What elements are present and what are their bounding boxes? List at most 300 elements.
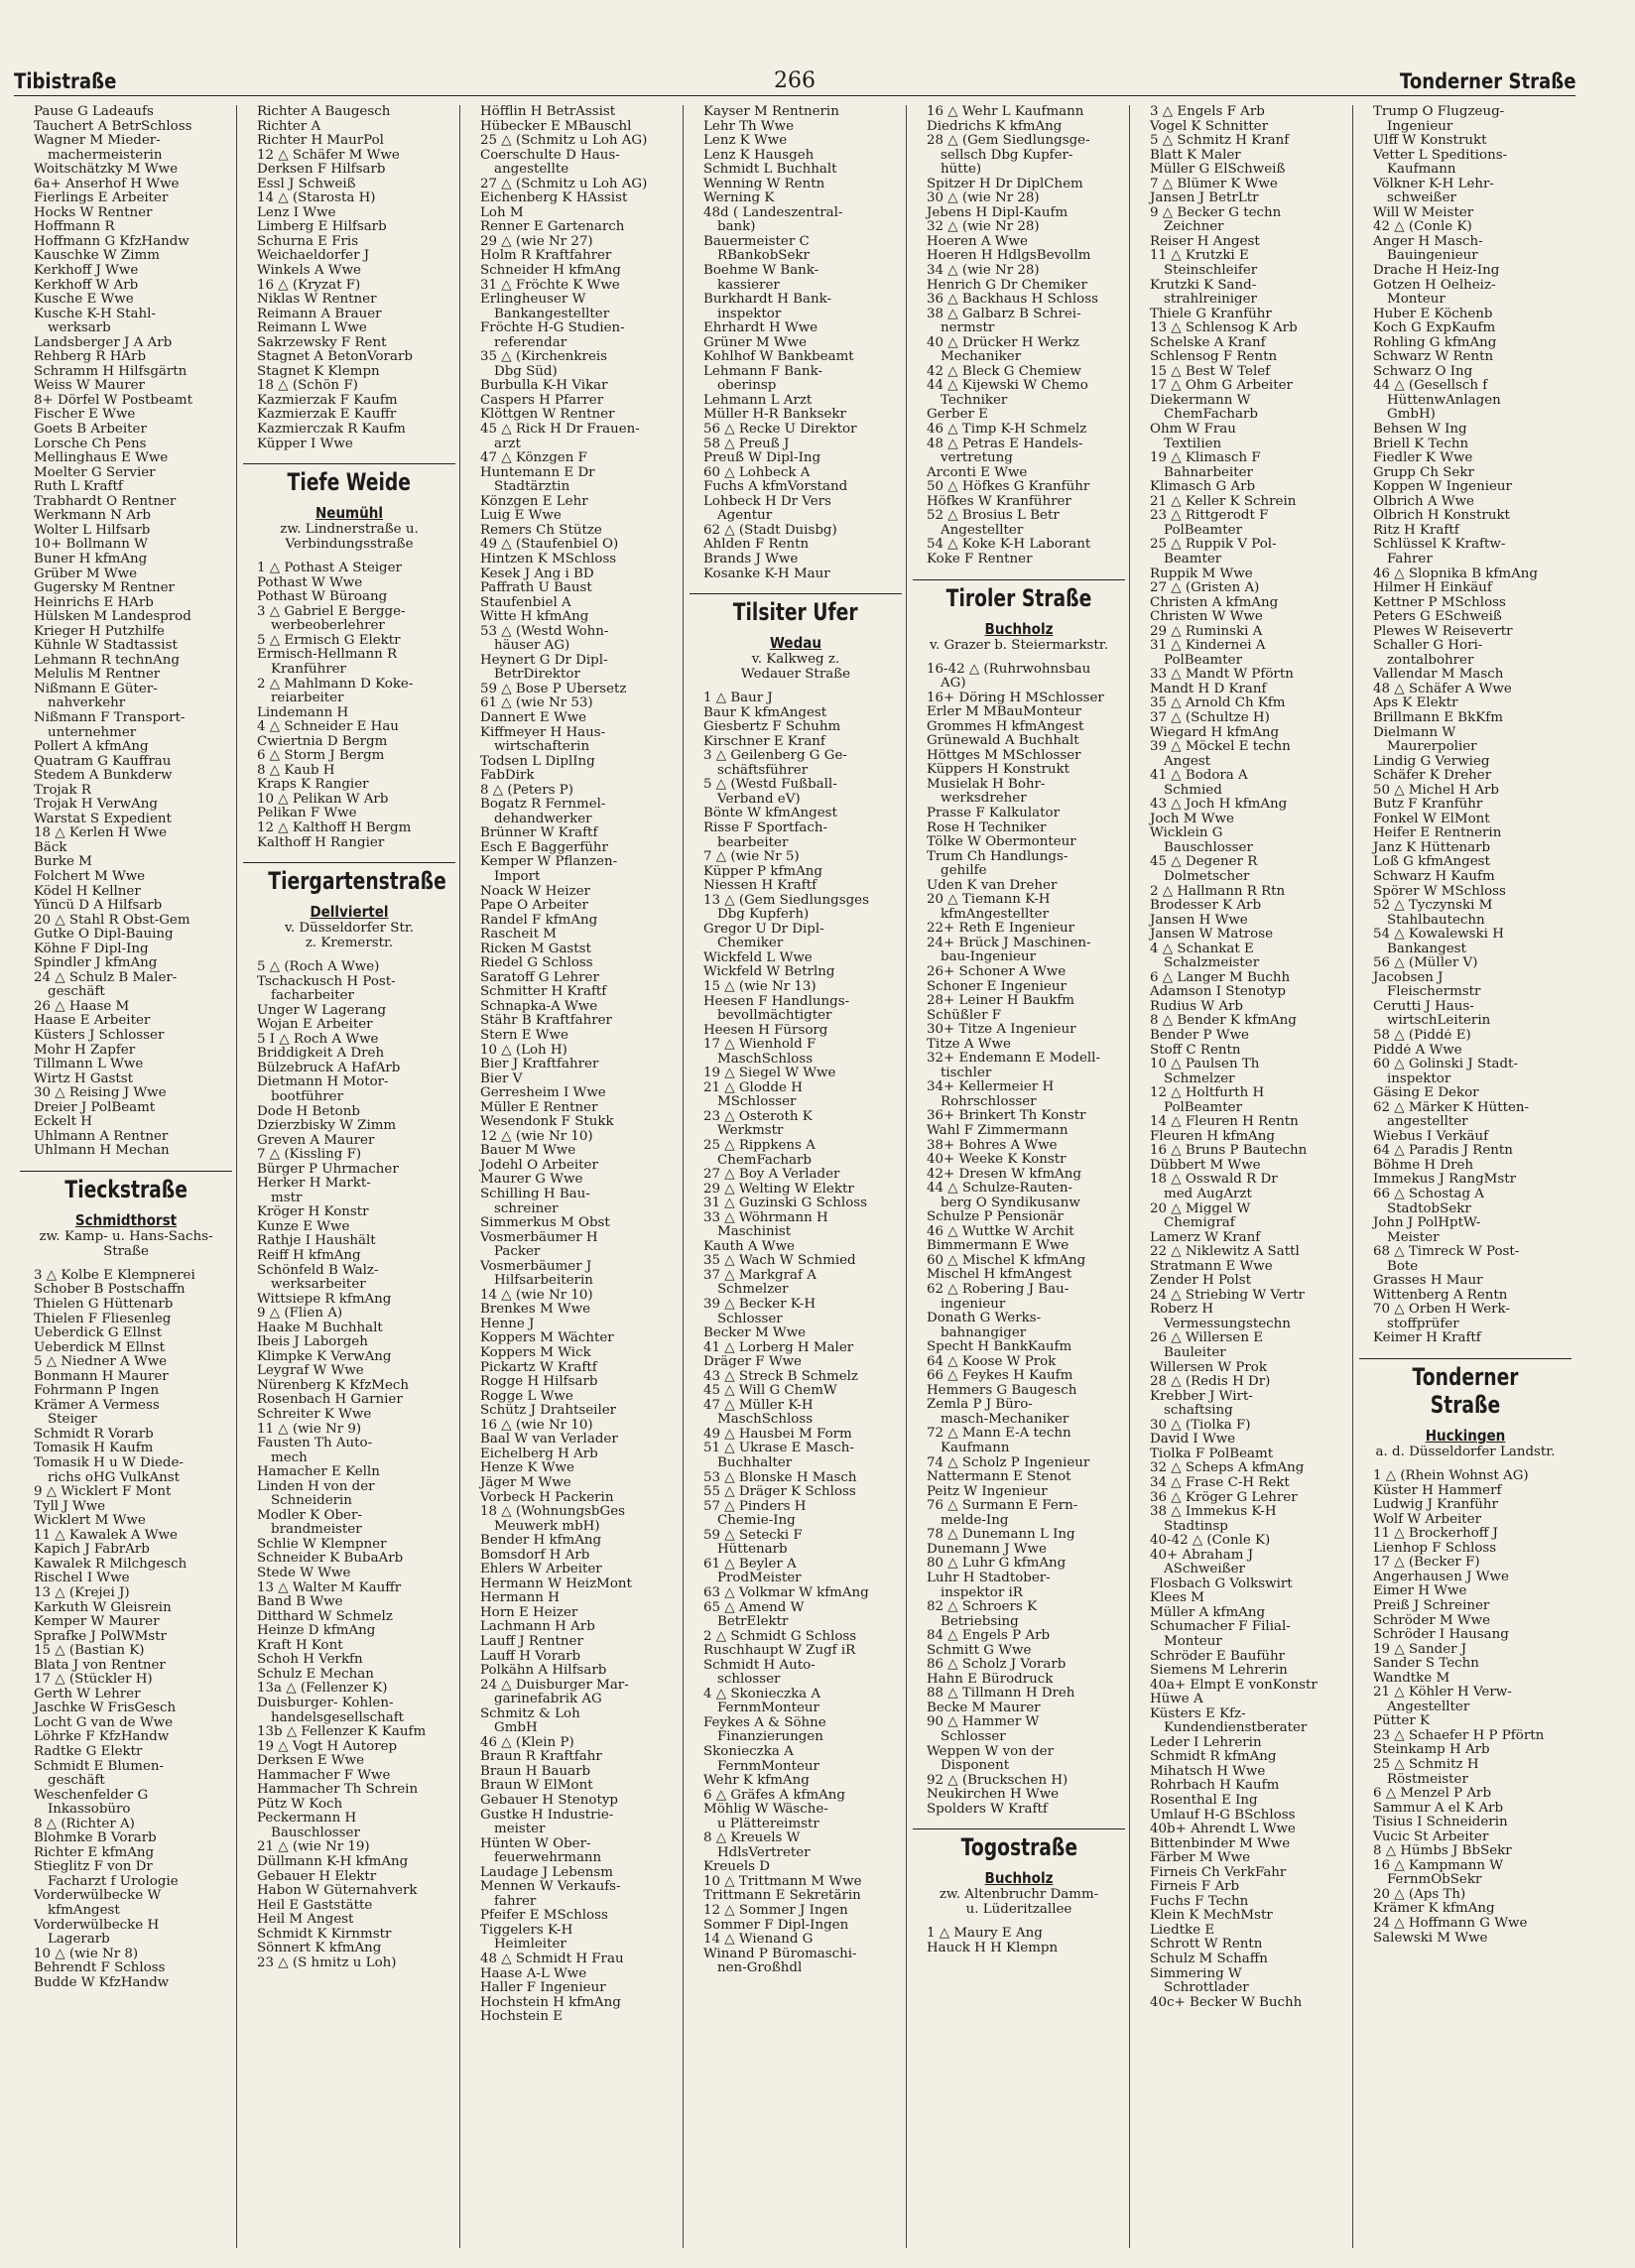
resident-entry: Simmering W <box>1150 1966 1242 1981</box>
resident-entry: Locht G van de Wwe <box>34 1715 174 1730</box>
resident-entry: arzt <box>494 437 521 451</box>
resident-entry: Kraps K Rangier <box>257 778 369 793</box>
resident-entry: 32+ Endemann E Modell- <box>927 1052 1100 1067</box>
resident-entry: 35 △ (Kirchenkreis <box>480 350 608 365</box>
resident-entry: Vosmerbäumer J <box>480 1259 592 1274</box>
resident-entry: Pelikan F Wwe <box>257 807 357 821</box>
resident-entry: Nißmann F Transport- <box>34 710 186 725</box>
resident-entry: Krutzki K Sand- <box>1150 278 1257 293</box>
resident-entry: Esch E Baggerführ <box>480 840 608 855</box>
resident-entry: Meister <box>1387 1230 1440 1245</box>
resident-entry: Schulz M Schaffn <box>1150 1953 1268 1966</box>
resident-entry: ASchweißer <box>1164 1563 1245 1577</box>
resident-entry: Schneiderin <box>271 1494 352 1509</box>
resident-entry: 13b △ Fellenzer K Kaufm <box>257 1725 427 1740</box>
resident-entry: Schmidt K Kirnmstr <box>257 1927 392 1942</box>
resident-entry: Lienhop F Schloss <box>1373 1541 1497 1556</box>
resident-entry: Blohmke B Vorarb <box>34 1831 157 1846</box>
resident-entry: Melulis M Rentner <box>34 668 161 683</box>
resident-entry: Brenkes M Wwe <box>480 1303 591 1318</box>
resident-entry: Lenz K Hausgeh <box>703 148 815 163</box>
resident-entry: 27 △ (Schmitz u Loh AG) <box>480 177 648 191</box>
resident-entry: 9 △ Wicklert F Mont <box>34 1485 172 1500</box>
resident-entry: Steiger <box>48 1413 97 1428</box>
resident-entry: 41 △ Lorberg H Maler <box>703 1340 854 1355</box>
resident-entry: Bahnarbeiter <box>1164 465 1253 480</box>
resident-entry: Braun R Kraftfahr <box>480 1750 602 1765</box>
resident-entry: Weiss W Maurer <box>34 379 145 394</box>
resident-entry: 27 △ (Gristen A) <box>1150 581 1260 596</box>
resident-entry: Kesek J Ang i BD <box>480 567 594 581</box>
resident-entry: Schneider H kfmAng <box>480 264 621 279</box>
resident-entry: 6 △ Storm J Bergm <box>257 749 385 764</box>
resident-entry: 70 △ Orben H Werk- <box>1373 1303 1510 1318</box>
resident-entry: Cwiertnia D Bergm <box>257 734 388 749</box>
resident-entry: 30 △ (Tiolka F) <box>1150 1418 1251 1433</box>
resident-entry: Haake M Buchhalt <box>257 1321 383 1335</box>
resident-entry: Skonieczka A <box>703 1744 794 1759</box>
resident-entry: Textilien <box>1164 437 1222 451</box>
resident-entry: 28 △ (Gem Siedlungsge- <box>927 134 1090 149</box>
resident-entry: RBankobSekr <box>717 249 810 264</box>
resident-entry: Weppen W von der <box>927 1744 1054 1759</box>
resident-entry: Stagnet K Klempn <box>257 364 380 379</box>
resident-entry: Küsters E Kfz- <box>1150 1706 1246 1721</box>
resident-entry: Wittsiepe R kfmAng <box>257 1292 392 1307</box>
resident-entry: Schlie W Klempner <box>257 1537 387 1552</box>
resident-entry: Niklas W Rentner <box>257 293 377 308</box>
resident-entry: schaftsing <box>1164 1404 1233 1419</box>
resident-entry: Finanzierungen <box>717 1730 823 1745</box>
resident-entry: 63 △ Volkmar W kfmAng <box>703 1585 869 1600</box>
resident-entry: Immekus J RangMstr <box>1373 1173 1517 1188</box>
resident-entry: Höttges M MSchlosser <box>927 748 1081 763</box>
resident-entry: 6a+ Anserhof H Wwe <box>34 177 180 191</box>
resident-entry: Schramm H Hilfsgärtn <box>34 364 188 379</box>
resident-entry: 19 △ Klimasch F <box>1150 451 1261 466</box>
resident-entry: Fahrer <box>1387 552 1433 567</box>
resident-entry: Vucic St Arbeiter <box>1373 1829 1489 1844</box>
resident-entry: 36 △ Kröger G Lehrer <box>1150 1490 1298 1505</box>
resident-entry: Schmidt L Buchhalt <box>703 163 837 178</box>
resident-entry: Sammur A el K Arb <box>1373 1801 1504 1816</box>
resident-entry: 68 △ Timreck W Post- <box>1373 1245 1520 1260</box>
resident-entry: 21 △ (wie Nr 19) <box>257 1840 370 1855</box>
resident-entry: Rischel I Wwe <box>34 1572 130 1586</box>
resident-entry: Paffrath U Baust <box>480 581 592 596</box>
resident-entry: Henne J <box>480 1317 535 1331</box>
resident-entry: Uden K van Dreher <box>927 878 1058 893</box>
street-heading <box>913 579 1125 653</box>
resident-entry: schlosser <box>717 1673 781 1688</box>
resident-entry: Kühnle W Stadtassist <box>34 639 178 654</box>
resident-entry: 56 △ (Müller V) <box>1373 956 1478 971</box>
header-street-first: Tibistraße <box>14 69 117 93</box>
resident-entry: Höfflin H BetrAssist <box>480 105 616 119</box>
resident-entry: Beamter <box>1164 552 1222 567</box>
resident-entry: Fuchs A kfmVorstand <box>703 480 848 495</box>
resident-entry: kassierer <box>717 278 780 293</box>
resident-entry: 48 △ Schmidt H Frau <box>480 1953 624 1966</box>
resident-entry: Richter H MaurPol <box>257 134 384 149</box>
resident-entry: 17 △ (Becker F) <box>1373 1556 1480 1571</box>
directory-column <box>1129 105 1352 2248</box>
resident-entry: Wahl F Zimmermann <box>927 1124 1069 1138</box>
resident-entry: Vogel K Schnitter <box>1150 119 1269 134</box>
resident-entry: Luig E Wwe <box>480 509 562 524</box>
resident-entry: 35 △ Arnold Ch Kfm <box>1150 696 1286 711</box>
resident-entry: Hilmer H Einkäuf <box>1373 581 1492 596</box>
resident-entry: Schulz E Mechan <box>257 1667 374 1682</box>
resident-entry: 42 △ Bleck G Chemiew <box>927 364 1081 379</box>
resident-entry: BetrElektr <box>717 1615 789 1630</box>
resident-entry: Christen W Wwe <box>1150 610 1263 625</box>
resident-entry: 59 △ Setecki F <box>703 1528 803 1543</box>
resident-entry: 21 △ Glodde H <box>703 1080 803 1095</box>
resident-entry: mech <box>271 1450 308 1465</box>
resident-entry: Pollert A kfmAng <box>34 740 149 755</box>
resident-entry: Ingenieur <box>1387 119 1453 134</box>
resident-entry: nen-Großhdl <box>717 1961 803 1976</box>
resident-entry: 28+ Leiner H Baukfm <box>927 994 1074 1009</box>
resident-entry: 31 △ Guzinski G Schloss <box>703 1197 867 1211</box>
resident-entry: 8 △ Hümbs J BbSekr <box>1373 1844 1512 1859</box>
resident-entry: gehilfe <box>941 864 987 879</box>
resident-entry: 11 △ Kawalek A Wwe <box>34 1528 178 1543</box>
street-extent-note: zw. Kamp- u. Hans-Sachs- <box>39 1228 213 1244</box>
resident-entry: Fierlings E Arbeiter <box>34 191 169 206</box>
directory-column <box>906 105 1129 2248</box>
resident-entry: Schurna E Fris <box>257 234 359 249</box>
resident-entry: Facharzt f Urologie <box>48 1874 179 1889</box>
resident-entry: Pothast W Büroang <box>257 590 388 605</box>
resident-entry: Ruppik M Wwe <box>1150 567 1253 581</box>
street-extent-note: Straße <box>103 1243 149 1259</box>
resident-entry: 42+ Dresen W kfmAng <box>927 1167 1081 1182</box>
resident-entry: Will W Meister <box>1373 205 1474 220</box>
resident-entry: referendar <box>494 335 567 350</box>
resident-entry: Grünewald A Buchhalt <box>927 734 1079 749</box>
resident-entry: Henrich G Dr Chemiker <box>927 278 1087 293</box>
resident-entry: masch-Mechaniker <box>941 1412 1069 1427</box>
resident-entry: Weschenfelder G <box>34 1788 149 1803</box>
resident-entry: Schäfer K Dreher <box>1373 769 1492 784</box>
resident-entry: Kusche E Wwe <box>34 293 134 308</box>
resident-entry: 38+ Bohres A Wwe <box>927 1138 1058 1153</box>
resident-entry: Koppen W Ingenieur <box>1373 480 1512 495</box>
resident-entry: 46 △ Wuttke W Archit <box>927 1224 1074 1239</box>
resident-entry: Hocks W Rentner <box>34 205 153 220</box>
resident-entry: 49 △ (Staufenbiel O) <box>480 538 619 553</box>
resident-entry: geschäft <box>48 1774 105 1789</box>
resident-entry: Fiedler K Wwe <box>1373 451 1473 466</box>
resident-entry: 45 △ Degener R <box>1150 855 1258 870</box>
resident-entry: Heinze D kfmAng <box>257 1624 376 1639</box>
resident-entry: Behsen W Ing <box>1373 423 1467 438</box>
resident-entry: 3 △ Geilenberg G Ge- <box>703 749 847 764</box>
resident-entry: Kazmierzak E Kauffr <box>257 408 397 423</box>
resident-entry: schäftsführer <box>717 763 809 778</box>
resident-entry: Grüber M Wwe <box>34 567 137 581</box>
resident-entry: 47 △ Müller K-H <box>703 1398 814 1413</box>
resident-entry: Chemiker <box>717 937 784 951</box>
resident-entry: Wittenberg A Rentn <box>1373 1288 1508 1303</box>
resident-entry: Holm R Kraftfahrer <box>480 249 612 264</box>
resident-entry: 88 △ Tillmann H Dreh <box>927 1687 1075 1701</box>
resident-entry: 40c+ Becker W Buchh <box>1150 1995 1303 2010</box>
resident-entry: 16 △ (Kryzat F) <box>257 278 361 293</box>
resident-entry: Krebber J Wirt- <box>1150 1389 1253 1404</box>
resident-entry: Mohr H Zapfer <box>34 1043 136 1058</box>
resident-entry: Röstmeister <box>1387 1772 1468 1787</box>
resident-entry: Heil E Gaststätte <box>257 1898 373 1913</box>
resident-entry: 8 △ (Peters P) <box>480 783 573 798</box>
resident-entry: Bauer M Wwe <box>480 1144 576 1159</box>
resident-entry: Kerkhoff W Arb <box>34 278 139 293</box>
resident-entry: Ulff W Konstrukt <box>1373 134 1487 149</box>
resident-entry: Briell K Techn <box>1373 437 1469 451</box>
resident-entry: 17 △ Wienhold F <box>703 1038 817 1053</box>
resident-entry: Schröder I Hausang <box>1373 1628 1509 1643</box>
header-street-last: Tonderner Straße <box>1399 69 1575 93</box>
resident-entry: Titze A Wwe <box>927 1037 1011 1052</box>
resident-entry: Ibeis J Laborgeh <box>257 1335 368 1350</box>
resident-entry: Caspers H Pfarrer <box>480 393 604 408</box>
resident-entry: Jacobsen J <box>1373 970 1444 985</box>
resident-entry: Betriebsing <box>941 1614 1019 1629</box>
resident-entry: 74 △ Scholz P Ingenieur <box>927 1455 1090 1470</box>
resident-entry: Stern E Wwe <box>480 1029 568 1043</box>
street-name: Tiefe Weide <box>287 468 412 497</box>
resident-entry: 4 △ Schankat E <box>1150 942 1254 956</box>
street-extent-note: zw. Lindnerstraße u. <box>280 522 419 538</box>
resident-entry: Wolter L Hilfsarb <box>34 523 151 538</box>
resident-entry: Mechaniker <box>941 350 1022 365</box>
resident-entry: Haase E Arbeiter <box>34 1014 151 1029</box>
resident-entry: BetrDirektor <box>494 668 580 683</box>
resident-entry: Eckelt H <box>34 1115 92 1130</box>
resident-entry: 38 △ Immekus K-H <box>1150 1505 1277 1520</box>
resident-entry: Witte H kfmAng <box>480 610 589 625</box>
resident-entry: Haller F Ingenieur <box>480 1981 606 1996</box>
resident-entry: 48 △ Petras E Handels- <box>927 437 1083 451</box>
resident-entry: Fleuren H kfmAng <box>1150 1129 1275 1144</box>
directory-column <box>683 105 906 2248</box>
resident-entry: Koke F Rentner <box>927 552 1033 567</box>
resident-entry: 51 △ Ukrase E Masch- <box>703 1442 854 1456</box>
street-extent-note: v. Kalkweg z. <box>751 652 840 668</box>
resident-entry: Sakrzewsky F Rent <box>257 335 387 350</box>
resident-entry: Adamson I Stenotyp <box>1150 985 1286 1000</box>
resident-entry: Schlosser <box>941 1729 1006 1744</box>
resident-entry: Loß G kfmAngest <box>1373 855 1490 870</box>
resident-entry: Vosmerbäumer H <box>480 1230 598 1245</box>
street-name: Tonderner Straße <box>1412 1363 1519 1420</box>
resident-entry: Rohling G kfmAng <box>1373 335 1497 350</box>
resident-entry: Eichelberg H Arb <box>480 1447 598 1461</box>
resident-entry: MSchlosser <box>717 1095 797 1110</box>
resident-entry: Anger H Masch- <box>1373 234 1483 249</box>
resident-entry: Dräger F Wwe <box>703 1355 802 1370</box>
resident-entry: Wesendonk F Stukk <box>480 1115 614 1130</box>
resident-entry: 19 △ Vogt H Autorep <box>257 1739 398 1754</box>
resident-entry: Hilfsarbeiterin <box>494 1274 593 1289</box>
resident-entry: Heifer E Rentnerin <box>1373 826 1502 841</box>
resident-entry: 10 △ Paulsen Th <box>1150 1058 1260 1072</box>
resident-entry: HdlsVertreter <box>717 1845 811 1860</box>
resident-entry: 52 △ Brosius L Betr <box>927 509 1060 524</box>
resident-entry: Schröder M Wwe <box>1373 1613 1491 1628</box>
resident-entry: Schmelzer <box>1164 1071 1235 1086</box>
resident-entry: Nißmann E Güter- <box>34 682 158 696</box>
resident-entry: Risse F Sportfach- <box>703 820 828 835</box>
resident-entry: 22 △ Niklewitz A Sattl <box>1150 1245 1300 1260</box>
resident-entry: Bäck <box>34 840 67 855</box>
resident-entry: Dolmetscher <box>1164 869 1250 884</box>
resident-entry: Laudage J Lebensm <box>480 1865 613 1880</box>
resident-entry: Schmidt R kfmAng <box>1150 1750 1277 1765</box>
resident-entry: 3 △ Engels F Arb <box>1150 105 1265 119</box>
resident-entry: Eichenberg K HAssist <box>480 191 628 206</box>
resident-entry: Trump O Flugzeug- <box>1373 105 1505 119</box>
street-heading <box>913 1828 1125 1917</box>
street-heading <box>20 1171 232 1259</box>
resident-entry: Könzgen E Lehr <box>480 494 588 509</box>
resident-entry: 16 △ Bruns P Bautechn <box>1150 1144 1308 1159</box>
resident-entry: John J PolHptW- <box>1373 1216 1481 1231</box>
resident-entry: Pickartz W Kraftf <box>480 1360 597 1375</box>
resident-entry: handelsgesellschaft <box>271 1710 405 1725</box>
resident-entry: 13 △ (Krejei J) <box>34 1585 130 1600</box>
resident-entry: Schwarz O Ing <box>1373 364 1473 379</box>
resident-entry: 2 △ Mahlmann D Koke- <box>257 677 414 692</box>
resident-entry: Mihatsch H Wwe <box>1150 1764 1266 1779</box>
resident-entry: Stahlbautechn <box>1387 913 1485 928</box>
resident-entry: Weichaeldorfer J <box>257 249 370 264</box>
resident-entry: Bönte W kfmAngest <box>703 807 837 821</box>
resident-entry: Lenz K Wwe <box>703 134 788 149</box>
resident-entry: Bauschlosser <box>271 1826 360 1840</box>
resident-entry: kfmAngest <box>48 1903 120 1918</box>
resident-entry: 20 △ Miggel W <box>1150 1201 1251 1216</box>
resident-entry: Burke M <box>34 855 92 870</box>
resident-entry: 36+ Brinkert Th Konstr <box>927 1109 1086 1124</box>
resident-entry: Budde W KfzHandw <box>34 1975 170 1990</box>
resident-entry: Rogge H Hilfsarb <box>480 1375 598 1390</box>
resident-entry: Sprafke J PolWMstr <box>34 1629 167 1644</box>
resident-entry: Pothast W Wwe <box>257 575 363 590</box>
resident-entry: Huntemann E Dr <box>480 465 595 480</box>
resident-entry: bootführer <box>271 1089 344 1104</box>
resident-entry: 38 △ Galbarz B Schrei- <box>927 307 1081 321</box>
resident-entry: Gotzen H Oelheiz- <box>1373 278 1496 293</box>
resident-entry: 10 △ Pelikan W Arb <box>257 792 389 807</box>
resident-entry: Kaufmann <box>1387 163 1456 178</box>
resident-entry: Hünten W Ober- <box>480 1836 591 1851</box>
resident-entry: Wagner M Mieder- <box>34 134 161 149</box>
resident-entry: Mennen W Verkaufs- <box>480 1880 621 1895</box>
resident-entry: Stoff C Rentn <box>1150 1043 1241 1058</box>
resident-entry: Firneis F Arb <box>1150 1880 1240 1895</box>
resident-entry: Bender P Wwe <box>1150 1029 1249 1043</box>
resident-entry: 29 △ (wie Nr 27) <box>480 234 593 249</box>
resident-entry: Wirtz H Gastst <box>34 1071 134 1086</box>
resident-entry: Koch G ExpKaufm <box>1373 321 1496 336</box>
resident-entry: Maschinist <box>717 1225 792 1240</box>
resident-entry: Jansen J BetrLtr <box>1150 191 1259 206</box>
resident-entry: 7 △ (wie Nr 5) <box>703 850 800 865</box>
resident-entry: Bauschlosser <box>1164 840 1253 855</box>
resident-entry: Richter A Baugesch <box>257 105 391 119</box>
resident-entry: 72 △ Mann E-A techn <box>927 1427 1071 1442</box>
resident-entry: Wicklein G <box>1150 826 1223 841</box>
resident-entry: Tölke W Obermonteur <box>927 835 1076 850</box>
resident-entry: Tiggelers K-H <box>480 1923 573 1938</box>
resident-entry: 24 △ Duisburger Mar- <box>480 1678 629 1693</box>
resident-entry: Bülzebruck A HafArb <box>257 1061 401 1075</box>
resident-entry: 13 △ Schlensog K Arb <box>1150 321 1298 336</box>
resident-entry: Packer <box>494 1245 541 1260</box>
resident-entry: hütte) <box>941 163 982 178</box>
resident-entry: Bender H kfmAng <box>480 1534 602 1549</box>
resident-entry: Jaschke W FrisGesch <box>34 1701 177 1716</box>
resident-entry: Staufenbiel A <box>480 595 571 610</box>
resident-entry: Werning K <box>703 191 775 206</box>
resident-entry: Spörer W MSchloss <box>1373 884 1506 899</box>
resident-entry: 8 △ Kreuels W <box>703 1831 801 1846</box>
resident-entry: Heesen H Fürsorg <box>703 1023 828 1038</box>
resident-entry: garinefabrik AG <box>494 1693 602 1707</box>
resident-entry: tischler <box>941 1066 992 1080</box>
resident-entry: 18 △ Osswald R Dr <box>1150 1173 1278 1188</box>
resident-entry: Reimann L Wwe <box>257 321 367 336</box>
resident-entry: Kemper W Maurer <box>34 1615 160 1630</box>
resident-entry: Stratmann E Wwe <box>1150 1259 1273 1274</box>
resident-entry: Peckermann H <box>257 1812 357 1827</box>
resident-entry: Lehmann F Bank- <box>703 364 823 379</box>
resident-entry: Schrott W Rentn <box>1150 1938 1263 1953</box>
resident-entry: Küppers H Konstrukt <box>927 763 1069 778</box>
resident-entry: 53 △ (Westd Wohn- <box>480 624 609 639</box>
resident-entry: Bomsdorf H Arb <box>480 1548 590 1563</box>
resident-entry: 43 △ Joch H kfmAng <box>1150 798 1288 813</box>
resident-entry: 33 △ Mandt W Pförtn <box>1150 668 1294 683</box>
resident-entry: Flosbach G Volkswirt <box>1150 1576 1293 1591</box>
resident-entry: Schwarz W Rentn <box>1373 350 1494 365</box>
resident-entry: 12 △ Holtfurth H <box>1150 1086 1265 1101</box>
resident-entry: 86 △ Scholz J Vorarb <box>927 1658 1067 1673</box>
resident-entry: Schmidt H Auto- <box>703 1658 816 1673</box>
resident-entry: Hemmers G Baugesch <box>927 1383 1077 1398</box>
resident-entry: Woitschätzky M Wwe <box>34 163 179 178</box>
resident-entry: Braun H Bauarb <box>480 1764 591 1779</box>
resident-entry: 54 △ Koke K-H Laborant <box>927 538 1091 553</box>
resident-entry: Färber M Wwe <box>1150 1851 1251 1866</box>
resident-entry: Pause G Ladeaufs <box>34 105 154 119</box>
resident-entry: FernmMonteur <box>717 1759 819 1774</box>
resident-entry: Schalzmeister <box>1164 956 1260 971</box>
resident-entry: Thielen G Hüttenarb <box>34 1298 174 1313</box>
resident-entry: Schmidt E Blumen- <box>34 1759 165 1774</box>
resident-entry: 64 △ Paradis J Rentn <box>1373 1144 1513 1159</box>
resident-entry: 90 △ Hammer W <box>927 1715 1040 1730</box>
resident-entry: 31 △ Kindernei A <box>1150 639 1266 654</box>
resident-entry: Kettner P MSchloss <box>1373 595 1506 610</box>
resident-entry: 21 △ Keller K Schrein <box>1150 494 1297 509</box>
resident-entry: Winkels A Wwe <box>257 264 361 279</box>
resident-entry: Hübecker E MBauschl <box>480 119 632 134</box>
resident-entry: 59 △ Bose P Übersetz <box>480 682 627 696</box>
